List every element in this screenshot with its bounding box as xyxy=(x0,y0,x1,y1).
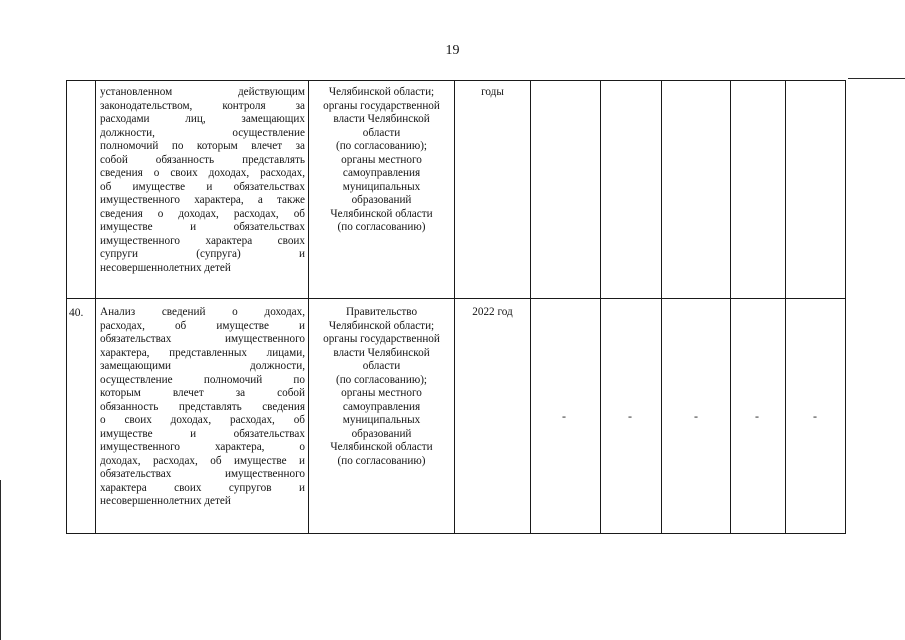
table-row-1-executor xyxy=(309,86,454,235)
description-line: обязанность представлять сведения xyxy=(100,400,305,413)
executor-line: (по согласованию) xyxy=(337,221,426,233)
description-line: установленном действующим xyxy=(100,86,305,98)
table-line-col5 xyxy=(600,80,601,534)
table-row-2-value-1: - xyxy=(562,409,566,423)
table-row-2-description xyxy=(96,306,308,509)
page-number: 19 xyxy=(445,43,460,58)
executor-line: образований xyxy=(351,194,412,206)
description-line: имущественного характера своих xyxy=(100,234,305,247)
table-row-2-value-4: - xyxy=(755,409,759,423)
description-line: несовершеннолетних детей xyxy=(100,261,231,274)
description-line: расходах, об имуществе и xyxy=(100,319,305,332)
table-line-col9 xyxy=(845,80,846,534)
description-line: обязательствах имущественного xyxy=(100,333,305,345)
description-line: имущественного характера, а также xyxy=(100,194,305,206)
executor-line: органы местного xyxy=(341,153,422,166)
table-row-1-description xyxy=(96,86,308,275)
description-line: законодательством, контроля за xyxy=(100,99,305,112)
table-row-1-term xyxy=(455,86,530,100)
table-line-col8 xyxy=(785,80,786,534)
executor-line: органы государственной xyxy=(323,333,440,345)
table-line-col7 xyxy=(730,80,731,534)
description-line: супруги (супруга) и xyxy=(100,248,305,260)
executor-line: области xyxy=(362,126,401,139)
table-line-col4 xyxy=(530,80,531,534)
executor-line: органы государственной xyxy=(323,99,440,112)
table-row-2-number xyxy=(69,306,95,320)
description-line: об имуществе и обязательствах xyxy=(100,180,305,193)
description-line: замещающими должности, xyxy=(100,360,305,372)
table-row-2-term xyxy=(455,306,530,320)
executor-line: (по согласованию) xyxy=(337,454,426,467)
executor-line: (по согласованию); xyxy=(335,140,428,152)
table-row-2-term-text: 2022 год xyxy=(472,306,513,318)
scan-edge-left xyxy=(0,480,1,640)
description-line: о своих доходах, расходах, об xyxy=(100,414,305,426)
description-line: сведения о своих доходах, расходах, xyxy=(100,167,305,179)
executor-line: власти Челябинской xyxy=(333,113,430,125)
executor-line: Челябинской области xyxy=(330,207,433,220)
description-line: Анализ сведений о доходах, xyxy=(100,306,305,318)
measures-table xyxy=(66,80,846,534)
description-line: которым влечет за собой xyxy=(100,387,305,399)
table-line-row-divider xyxy=(66,298,846,299)
description-line: полномочий по которым влечет за xyxy=(100,140,305,152)
executor-line: (по согласованию); xyxy=(335,373,428,386)
executor-line: власти Челябинской xyxy=(333,346,430,359)
description-line: имущественного характера, о xyxy=(100,441,305,453)
description-line: доходах, расходах, об имуществе и xyxy=(100,454,305,467)
table-line-top xyxy=(66,80,846,81)
table-line-col6 xyxy=(661,80,662,534)
description-line: имуществе и обязательствах xyxy=(100,221,305,233)
executor-line: муниципальных xyxy=(342,180,421,193)
description-line: собой обязанность представлять xyxy=(100,153,305,166)
row-number: 40. xyxy=(69,307,84,319)
description-line: осуществление полномочий по xyxy=(100,373,305,386)
table-line-bottom xyxy=(66,533,846,534)
description-line: сведения о доходах, расходах, об xyxy=(100,207,305,220)
description-line: обязательствах имущественного xyxy=(100,468,305,480)
executor-line: Челябинской области; xyxy=(328,86,435,98)
table-row-2-value-5: - xyxy=(813,409,817,423)
description-line: имуществе и обязательствах xyxy=(100,427,305,440)
description-line: должности, осуществление xyxy=(100,126,305,139)
executor-line: органы местного xyxy=(341,387,422,399)
executor-line: самоуправления xyxy=(342,167,421,179)
table-line-col0 xyxy=(66,80,67,534)
executor-line: области xyxy=(362,360,401,372)
executor-line: образований xyxy=(351,427,412,440)
table-row-2-value-3: - xyxy=(694,409,698,423)
table-row-1-term-text: годы xyxy=(481,86,504,98)
executor-line: Правительство xyxy=(345,306,418,318)
description-line: характера своих супругов и xyxy=(100,481,305,494)
description-line: расходами лиц, замещающих xyxy=(100,113,305,125)
executor-line: Челябинской области xyxy=(330,441,433,453)
executor-line: Челябинской области; xyxy=(328,319,435,332)
description-line: несовершеннолетних детей xyxy=(100,495,231,507)
scan-edge-top-right xyxy=(848,78,905,79)
executor-line: муниципальных xyxy=(342,414,421,426)
executor-line: самоуправления xyxy=(342,400,421,413)
description-line: характера, представленных лицами, xyxy=(100,346,305,359)
table-row-2-value-2: - xyxy=(628,409,632,423)
table-row-2-executor xyxy=(309,306,454,468)
